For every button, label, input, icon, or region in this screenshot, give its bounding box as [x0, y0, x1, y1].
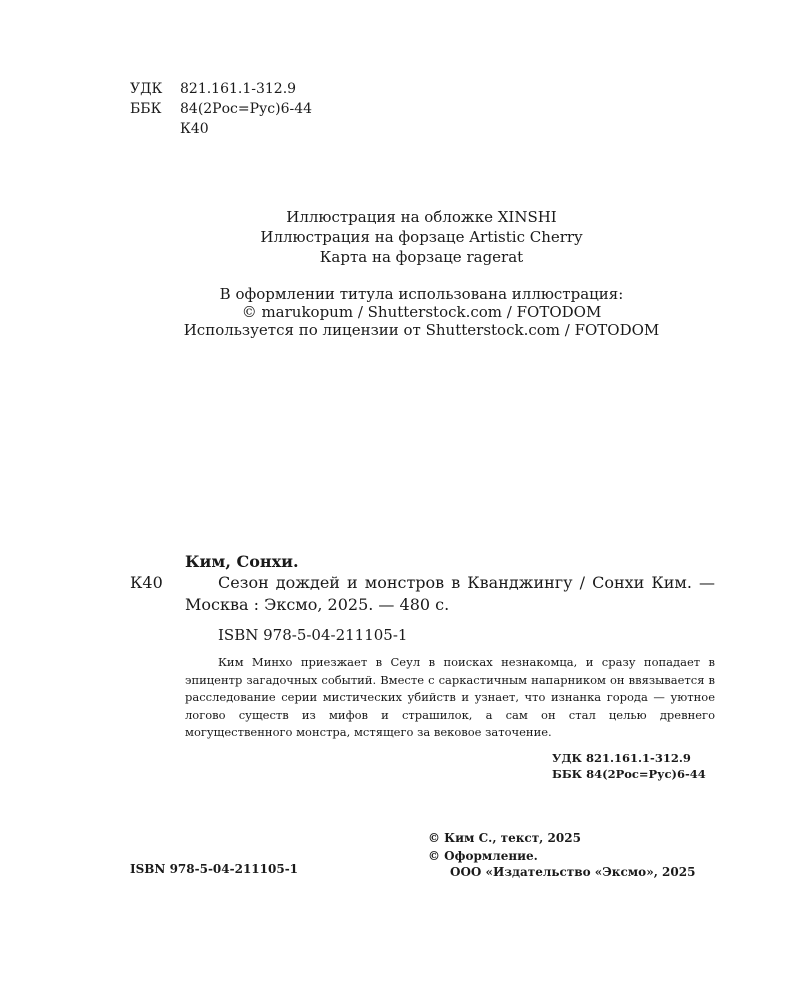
- bbk-label: ББК: [130, 101, 162, 117]
- author-mark-top: К40: [180, 121, 209, 137]
- copyright-text: © Ким С., текст, 2025: [428, 831, 581, 845]
- title-design-source: © marukopum / Shutterstock.com / FOTODOM: [241, 303, 602, 321]
- bibliographic-description: Сезон дождей и монстров в Кванджингу / Сонхи Ким. — Москва : Эксмо, 2025. — 480 с.: [185, 573, 715, 614]
- bbk-code-right: ББК 84(2Рос=Рус)6-44: [552, 767, 706, 781]
- udk-value: 821.161.1-312.9: [180, 81, 297, 97]
- license-note: Используется по лицензии от Shutterstock.com / FOTODOM: [183, 321, 660, 339]
- record-isbn: ISBN 978-5-04-211105-1: [218, 626, 408, 644]
- isbn-bottom: ISBN 978-5-04-211105-1: [130, 862, 299, 876]
- author-heading: Ким, Сонхи.: [185, 552, 299, 571]
- annotation: Ким Минхо приезжает в Сеул в поисках незнакомца, и сразу попадает в эпицентр загадочных событий. Вместе с саркастичным напарником он ввязывается в расследование серии мистических убийств и узнает, что изнанка города — уютное логово существ из мифов и страшилок, а сам он стал целью древнего могущественного монстра, мстящего за вековое заточение.: [185, 655, 715, 739]
- copyright-design: © Оформление.: [428, 849, 538, 863]
- udk-label: УДК: [130, 81, 163, 97]
- udk-code-right: УДК 821.161.1-312.9: [552, 751, 691, 765]
- bbk-row: [130, 100, 312, 118]
- endpaper-illustration-credit: Иллюстрация на форзаце Artistic Cherry: [260, 228, 583, 246]
- bbk-value: 84(2Рос=Рус)6-44: [180, 101, 313, 117]
- title-design-note: В оформлении титула использована иллюстрация:: [219, 285, 624, 303]
- copyright-publisher: ООО «Издательство «Эксмо», 2025: [450, 865, 696, 879]
- endpaper-map-credit: Карта на форзаце ragerat: [319, 248, 524, 266]
- udk-row: [130, 80, 296, 98]
- cover-illustration-credit: Иллюстрация на обложке XINSHI: [286, 208, 557, 226]
- cutter-mark: К40: [130, 573, 163, 592]
